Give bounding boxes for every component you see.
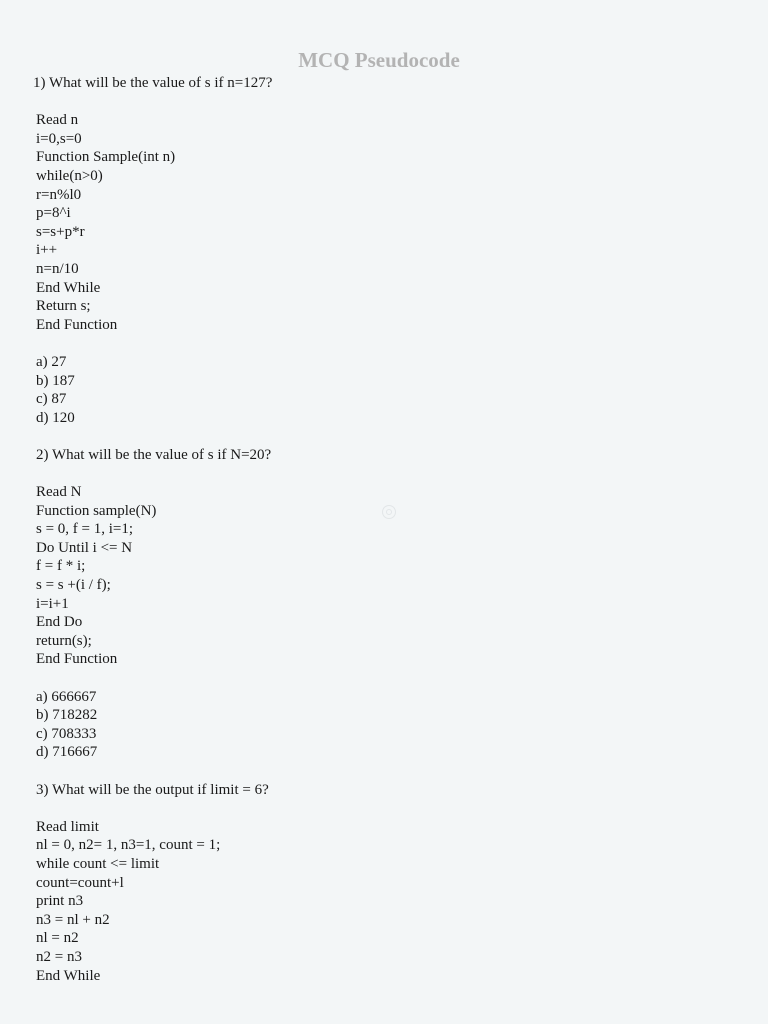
document-content (0, 74, 768, 985)
code-line: End While (36, 967, 101, 984)
code-line: Read limit (36, 818, 99, 835)
question-3-text: 3) What will be the output if limit = 6? (36, 781, 269, 798)
question-1-options (0, 353, 768, 427)
spacer (0, 427, 768, 446)
spacer (0, 799, 768, 818)
code-line: i=0,s=0 (36, 130, 82, 147)
code-line: n3 = nl + n2 (36, 911, 110, 928)
answer-option: d) 716667 (36, 744, 98, 761)
code-line: count=count+l (36, 874, 124, 891)
code-line: End Do (36, 614, 83, 631)
answer-option: b) 718282 (36, 707, 98, 724)
spacer (0, 334, 768, 353)
code-line: n2 = n3 (36, 948, 82, 965)
code-line: Function sample(N) (36, 502, 157, 519)
answer-option: a) 666667 (36, 688, 97, 705)
code-line: End While (36, 279, 101, 296)
code-line: print n3 (36, 893, 84, 910)
question-1-text: 1) What will be the value of s if n=127? (33, 75, 273, 91)
code-line: p=8^i (36, 205, 71, 222)
answer-option: c) 87 (36, 391, 67, 408)
code-line: s = s +(i / f); (36, 577, 111, 594)
spacer (0, 93, 768, 112)
code-line: i=i+1 (36, 595, 69, 612)
code-line: f = f * i; (36, 558, 86, 575)
question-3-code (0, 818, 768, 985)
question-2-options (0, 688, 768, 762)
code-line: End Function (36, 651, 118, 668)
code-line: Read N (36, 484, 82, 501)
code-line: nl = 0, n2= 1, n3=1, count = 1; (36, 837, 221, 854)
page-title: MCQ Pseudocode (298, 48, 460, 72)
code-line: while count <= limit (36, 855, 160, 872)
code-line: Do Until i <= N (36, 539, 133, 556)
code-line: n=n/10 (36, 260, 79, 277)
code-line: End Function (36, 316, 118, 333)
code-line: s = 0, f = 1, i=1; (36, 521, 134, 538)
code-line: i++ (36, 242, 58, 259)
code-line: return(s); (36, 632, 92, 649)
loading-spinner-icon (382, 505, 396, 519)
spacer (0, 669, 768, 688)
code-line: while(n>0) (36, 167, 103, 184)
answer-option: c) 708333 (36, 725, 97, 742)
answer-option: b) 187 (36, 372, 75, 389)
code-line: Read n (36, 112, 79, 129)
spacer (0, 762, 768, 781)
question-1-code (0, 111, 768, 334)
answer-option: d) 120 (36, 409, 75, 426)
code-line: nl = n2 (36, 930, 79, 947)
code-line: Return s; (36, 298, 91, 315)
code-line: r=n%l0 (36, 186, 82, 203)
code-line: s=s+p*r (36, 223, 85, 240)
question-2-text: 2) What will be the value of s if N=20? (36, 446, 272, 463)
code-line: Function Sample(int n) (36, 149, 176, 166)
spacer (0, 464, 768, 483)
answer-option: a) 27 (36, 353, 67, 370)
